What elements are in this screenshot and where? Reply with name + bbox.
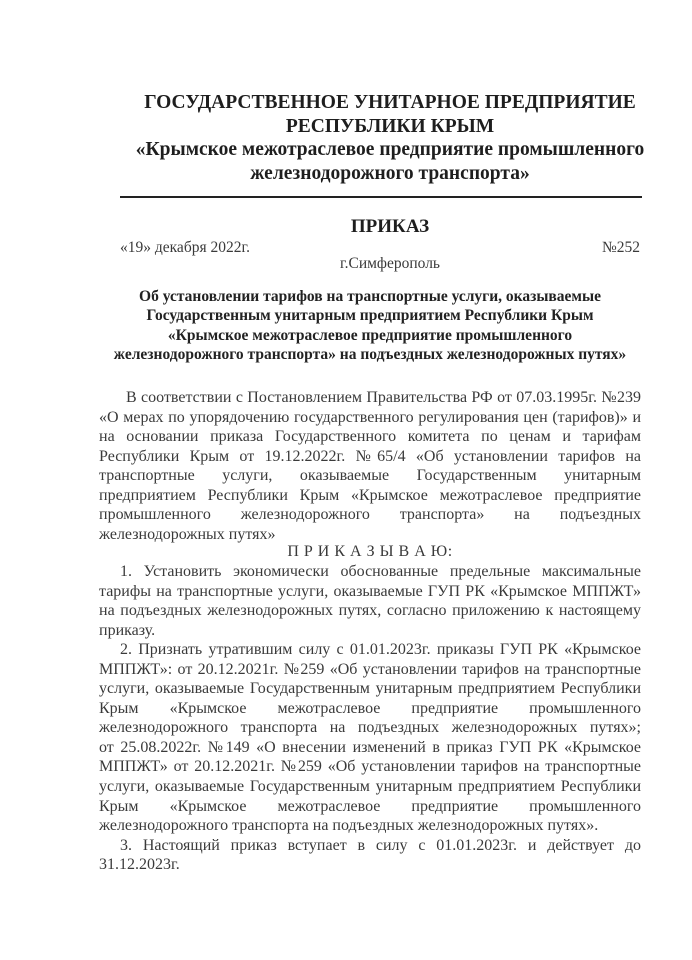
text-line: 2. Признать утратившим силу с 01.01.2023г. приказы ГУП РК «Крымское xyxy=(120,641,641,659)
order-city: г.Симферополь xyxy=(340,255,440,272)
subject-line: железнодорожного транспорта» на подъездных железнодорожных путях» xyxy=(113,345,627,363)
order-title: ПРИКАЗ xyxy=(350,216,430,237)
header-line: ГОСУДАРСТВЕННОЕ УНИТАРНОЕ ПРЕДПРИЯТИЕ xyxy=(144,92,636,113)
text-line: от 25.08.2022г. №149 «О внесении изменений в приказ ГУП РК «Крымское xyxy=(99,738,641,756)
text-line: Крым «Крымское межотраслевое предприятие промышленного xyxy=(99,699,641,717)
subject-line: Об установлении тарифов на транспортные услуги, оказываемые xyxy=(139,288,601,305)
decree-item-1 xyxy=(99,562,641,640)
text-line: «О мерах по упорядочению государственного регулирования цен (тарифов)» и xyxy=(99,408,641,426)
subject-line: «Крымское межотраслевое предприятие промышленного xyxy=(167,326,573,344)
decree-items xyxy=(99,562,641,875)
decree-item-3 xyxy=(99,836,641,875)
text-line: железнодорожного транспорта на подъездных железнодорожных путях». xyxy=(99,817,599,835)
header-line: железнодорожного транспорта» xyxy=(250,162,530,184)
preamble-paragraph xyxy=(99,388,641,544)
text-line: железнодорожных путях» xyxy=(99,525,276,543)
text-line: В соответствии с Постановлением Правительства РФ от 07.03.1995г. №239 xyxy=(126,389,641,406)
text-line: 1. Установить экономически обоснованные предельные максимальные xyxy=(120,563,641,580)
text-line: промышленного железнодорожного транспорта» на подъездных xyxy=(99,506,641,524)
order-subject xyxy=(97,287,643,364)
text-line: 31.12.2023г. xyxy=(99,856,180,874)
text-line: Республики Крым от 19.12.2022г. №65/4 «Об установлении тарифов на xyxy=(99,447,641,465)
header-line: «Крымское межотраслевое предприятие промышленного xyxy=(135,139,645,160)
text-line: железнодорожного транспорта на подъездных железнодорожных путях»; xyxy=(99,719,641,737)
text-line: услуги, оказываемые Государственным унитарным предприятием Республики xyxy=(99,680,641,698)
text-line: услуги, оказываемые Государственным унитарным предприятием Республики xyxy=(99,778,641,796)
header-divider xyxy=(120,196,642,198)
text-line: приказу. xyxy=(99,621,156,639)
text-line: тарифы на транспортные услуги, оказываемые ГУП РК «Крымское МППЖТ» xyxy=(99,582,641,600)
decree-item-2 xyxy=(99,640,641,835)
organization-header xyxy=(100,91,680,185)
decree-heading: П Р И К А З Ы В А Ю: xyxy=(287,543,453,560)
text-line: на подъездных железнодорожных путях, согласно приложению к настоящему xyxy=(99,602,641,620)
text-line: МППЖТ» от 20.12.2021г. №259 «Об установлении тарифов на транспортные xyxy=(99,758,641,776)
text-line: на основании приказа Государственного комитета по ценам и тарифам xyxy=(99,428,641,446)
text-line: предприятием Республики Крым «Крымское межотраслевое предприятие xyxy=(99,486,641,504)
text-line: МППЖТ»: от 20.12.2021г. №259 «Об установлении тарифов на транспортные xyxy=(99,660,641,678)
header-line: РЕСПУБЛИКИ КРЫМ xyxy=(285,115,495,137)
text-line: Крым «Крымское межотраслевое предприятие промышленного xyxy=(99,797,641,815)
order-date: «19» декабря 2022г. xyxy=(120,239,250,256)
text-line: транспортные услуги, оказываемые Государственным унитарным xyxy=(99,467,641,485)
text-line: 3. Настоящий приказ вступает в силу с 01.01.2023г. и действует до xyxy=(120,836,641,854)
order-number: №252 xyxy=(601,239,640,256)
subject-line: Государственным унитарным предприятием Республики Крым xyxy=(146,307,594,325)
